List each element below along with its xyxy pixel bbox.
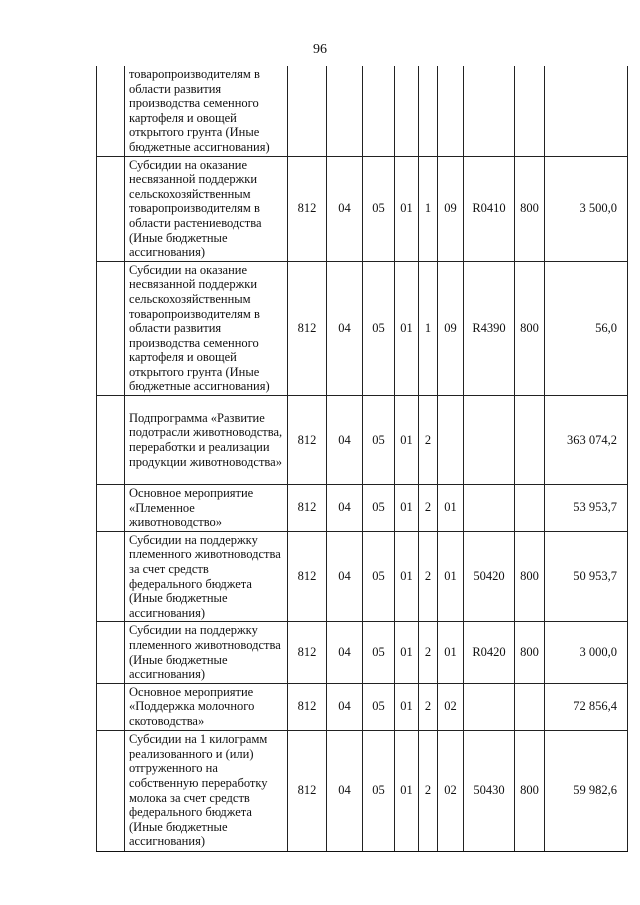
ministry-code [288, 66, 327, 156]
table-row [97, 730, 628, 851]
row-index-cell [97, 622, 125, 683]
section-code [327, 66, 363, 156]
direction-code [464, 485, 515, 532]
section-code: 04 [327, 156, 363, 261]
direction-code: R0410 [464, 156, 515, 261]
subprogram-code [419, 66, 438, 156]
table-body [97, 66, 628, 851]
subprogram-code: 1 [419, 261, 438, 395]
subsection-code: 05 [363, 485, 395, 532]
row-index-cell [97, 261, 125, 395]
subprogram-code: 2 [419, 531, 438, 622]
row-index-cell [97, 485, 125, 532]
ministry-code: 812 [288, 156, 327, 261]
direction-code [464, 396, 515, 485]
section-code: 04 [327, 622, 363, 683]
ministry-code: 812 [288, 683, 327, 730]
program-code: 01 [395, 261, 419, 395]
table-row [97, 261, 628, 395]
table-row [97, 485, 628, 532]
direction-code: R4390 [464, 261, 515, 395]
event-code: 02 [438, 730, 464, 851]
expense-name: Субсидии на оказание несвязанной поддержки сельскохозяйственным товаропроизводителям в области растениеводства (Иные бюджетные ассигнования) [125, 156, 288, 261]
section-code: 04 [327, 531, 363, 622]
amount: 3 500,0 [545, 156, 628, 261]
amount: 53 953,7 [545, 485, 628, 532]
expense-name: Субсидии на поддержку племенного животноводства за счет средств федерального бюджета (Иные бюджетные ассигнования) [125, 531, 288, 622]
event-code: 09 [438, 261, 464, 395]
expense-name: Субсидии на 1 килограмм реализованного и (или) отгруженного на собственную переработку молока за счет средств федерального бюджета (Иные бюджетные ассигнования) [125, 730, 288, 851]
expense-type-code: 800 [515, 156, 545, 261]
program-code: 01 [395, 396, 419, 485]
program-code: 01 [395, 485, 419, 532]
table-row [97, 156, 628, 261]
subsection-code: 05 [363, 261, 395, 395]
program-code: 01 [395, 730, 419, 851]
expense-name: Основное мероприятие «Поддержка молочного скотоводства» [125, 683, 288, 730]
row-index-cell [97, 683, 125, 730]
table-row [97, 66, 628, 156]
budget-table [96, 66, 628, 852]
amount: 56,0 [545, 261, 628, 395]
row-index-cell [97, 531, 125, 622]
row-index-cell [97, 156, 125, 261]
subsection-code: 05 [363, 396, 395, 485]
direction-code: R0420 [464, 622, 515, 683]
subprogram-code: 2 [419, 485, 438, 532]
direction-code [464, 683, 515, 730]
expense-name: Подпрограмма «Развитие подотрасли животноводства, переработки и реализации продукции животноводства» [125, 396, 288, 485]
ministry-code: 812 [288, 396, 327, 485]
subprogram-code: 2 [419, 396, 438, 485]
subprogram-code: 1 [419, 156, 438, 261]
subsection-code [363, 66, 395, 156]
direction-code: 50420 [464, 531, 515, 622]
event-code: 01 [438, 531, 464, 622]
expense-type-code: 800 [515, 261, 545, 395]
amount: 363 074,2 [545, 396, 628, 485]
table-row [97, 683, 628, 730]
event-code [438, 66, 464, 156]
amount: 3 000,0 [545, 622, 628, 683]
expense-type-code: 800 [515, 622, 545, 683]
subprogram-code: 2 [419, 730, 438, 851]
amount: 72 856,4 [545, 683, 628, 730]
subprogram-code: 2 [419, 622, 438, 683]
amount [545, 66, 628, 156]
subsection-code: 05 [363, 531, 395, 622]
section-code: 04 [327, 730, 363, 851]
program-code: 01 [395, 683, 419, 730]
subsection-code: 05 [363, 730, 395, 851]
section-code: 04 [327, 485, 363, 532]
row-index-cell [97, 730, 125, 851]
row-index-cell [97, 396, 125, 485]
ministry-code: 812 [288, 531, 327, 622]
subsection-code: 05 [363, 622, 395, 683]
subsection-code: 05 [363, 156, 395, 261]
program-code [395, 66, 419, 156]
expense-name: товаропроизводителям в области развития производства семенного картофеля и овощей открытого грунта (Иные бюджетные ассигнования) [125, 66, 288, 156]
program-code: 01 [395, 156, 419, 261]
program-code: 01 [395, 622, 419, 683]
expense-type-code: 800 [515, 531, 545, 622]
direction-code: 50430 [464, 730, 515, 851]
section-code: 04 [327, 261, 363, 395]
ministry-code: 812 [288, 622, 327, 683]
amount: 59 982,6 [545, 730, 628, 851]
row-index-cell [97, 66, 125, 156]
event-code: 01 [438, 622, 464, 683]
ministry-code: 812 [288, 485, 327, 532]
ministry-code: 812 [288, 730, 327, 851]
direction-code [464, 66, 515, 156]
event-code: 01 [438, 485, 464, 532]
table-row [97, 622, 628, 683]
page-number: 96 [313, 42, 327, 57]
expense-type-code [515, 396, 545, 485]
expense-type-code [515, 66, 545, 156]
event-code: 02 [438, 683, 464, 730]
event-code [438, 396, 464, 485]
program-code: 01 [395, 531, 419, 622]
expense-name: Субсидии на поддержку племенного животноводства (Иные бюджетные ассигнования) [125, 622, 288, 683]
subprogram-code: 2 [419, 683, 438, 730]
section-code: 04 [327, 396, 363, 485]
table-row [97, 396, 628, 485]
table-row [97, 531, 628, 622]
ministry-code: 812 [288, 261, 327, 395]
expense-type-code [515, 683, 545, 730]
expense-type-code: 800 [515, 730, 545, 851]
expense-name: Субсидии на оказание несвязанной поддержки сельскохозяйственным товаропроизводителям в области развития производства семенного картофеля и овощей открытого грунта (Иные бюджетные ассигнования) [125, 261, 288, 395]
event-code: 09 [438, 156, 464, 261]
amount: 50 953,7 [545, 531, 628, 622]
expense-type-code [515, 485, 545, 532]
expense-name: Основное мероприятие «Племенное животноводство» [125, 485, 288, 532]
subsection-code: 05 [363, 683, 395, 730]
section-code: 04 [327, 683, 363, 730]
